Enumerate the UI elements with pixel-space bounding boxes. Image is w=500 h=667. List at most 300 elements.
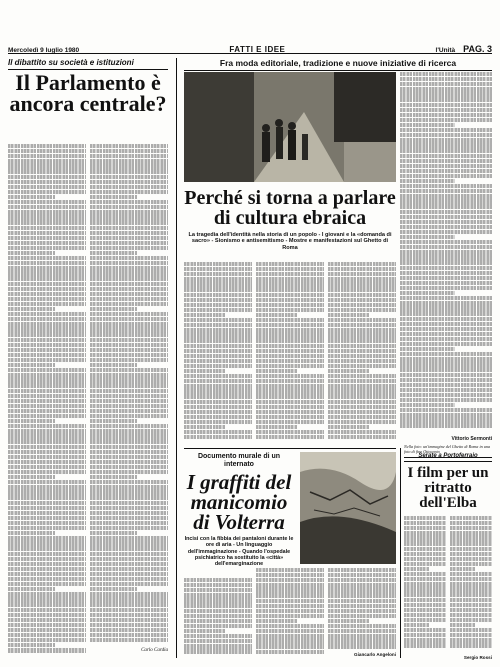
body-text-line [184,609,252,613]
body-text-line [328,578,396,582]
body-text-line [400,133,492,137]
body-text-line [328,389,396,393]
body-text-line [256,644,324,648]
body-text-line [90,226,168,230]
body-text-line [400,362,492,366]
body-text-line [184,639,252,643]
body-text-line [404,633,446,637]
body-text-line [400,296,492,300]
body-text-line [328,639,396,643]
body-text-line [90,236,168,240]
body-text-line [400,169,492,173]
body-text-line [328,364,396,368]
body-text-line [8,383,86,387]
body-text-line [256,588,324,592]
body-text-line [256,639,324,643]
body-text-line [400,317,492,321]
body-text-line [184,624,252,628]
body-text-line [328,604,396,608]
body-text-line [450,547,492,551]
body-text-line [90,602,168,606]
body-text-line [256,303,324,307]
body-text-line [8,587,55,591]
body-text-line [256,267,324,271]
body-text-line [8,378,86,382]
body-text-line [328,400,396,404]
body-text-line [8,200,86,204]
body-text-line [90,455,168,459]
film-headline: I film per un ritratto dell'Elba [407,465,489,511]
body-text-line [400,276,492,280]
body-text-line [8,276,86,280]
body-text-line [400,266,492,270]
body-text-line [404,603,446,607]
body-text-line [256,384,324,388]
body-text-line [90,383,168,387]
body-text-line [256,568,324,572]
body-text-line [400,189,492,193]
body-text-line [256,318,324,322]
body-text-line [8,506,86,510]
body-text-line [8,210,86,214]
body-text-line [328,333,396,337]
body-text-line [184,277,252,281]
body-text-line [8,608,86,612]
body-text-line [90,241,168,245]
body-text-line [328,405,396,409]
center-headline: Perché si torna a parlare di cultura ebraica [184,187,396,229]
body-text-line [256,333,324,337]
body-text-line [184,410,252,414]
body-text-line [400,148,492,152]
body-text-line [400,332,492,336]
body-text-line [328,308,396,312]
body-text-line [328,599,396,603]
center-photo-caption: Nella foto: un'immagine del Ghetto di Roma in una foto di fine Ottocento [404,444,492,458]
body-text-line [400,337,492,341]
body-text-line [328,369,369,373]
body-text-line [328,583,396,587]
body-text-line [90,348,168,352]
body-text-line [450,598,492,602]
body-text-line [90,164,168,168]
body-text-line [400,301,492,305]
body-text-line [256,389,324,393]
body-text-line [8,373,86,377]
body-text-line [328,410,396,414]
body-text-line [450,567,475,571]
body-text-line [256,415,324,419]
body-text-line [184,298,252,302]
body-text-line [8,439,86,443]
paper-name: l'Unità [435,47,456,54]
body-text-line [8,175,86,179]
body-text-line [90,434,168,438]
body-text-line [256,293,324,297]
body-text-line [328,634,396,638]
body-text-line [90,592,168,596]
body-text-line [184,323,252,327]
body-text-line [90,154,168,158]
bottom-body-col-2 [256,568,324,658]
body-text-line [256,599,324,603]
body-text-line [256,369,297,373]
body-text-line [450,613,492,617]
body-text-line [400,423,492,427]
body-text-line [450,628,492,632]
body-text-line [8,368,86,372]
film-byline: Sergio Rossi [463,655,492,660]
body-text-line [400,82,492,86]
body-text-line [404,541,446,545]
body-text-line [8,322,86,326]
body-text-line [400,393,492,397]
body-text-line [328,619,369,623]
body-text-line [90,608,168,612]
body-text-line [450,541,492,545]
body-text-line [8,302,86,306]
body-text-line [400,210,492,214]
body-text-line [256,430,324,434]
right-column-rule [400,448,401,658]
body-text-line [90,618,168,622]
body-text-line [90,465,168,469]
body-text-line [8,577,86,581]
body-text-line [400,138,492,142]
body-text-line [256,394,324,398]
body-text-line [8,450,86,454]
body-text-line [404,613,446,617]
body-text-line [8,236,86,240]
body-text-line [400,194,492,198]
body-text-line [450,572,492,576]
body-text-line [400,322,492,326]
body-text-line [184,313,225,317]
body-text-line [8,292,86,296]
body-text-line [8,399,86,403]
body-text-line [256,583,324,587]
body-text-line [8,261,86,265]
body-text-line [400,143,492,147]
body-text-line [8,282,86,286]
body-text-line [256,624,324,628]
body-text-line [90,282,168,286]
page-number: PAG. 3 [463,44,492,54]
body-text-line [90,577,168,581]
body-text-line [8,618,86,622]
body-text-line [400,398,492,402]
body-text-line [90,205,168,209]
body-text-line [8,271,86,275]
body-text-line [400,179,455,183]
body-text-line [184,598,252,602]
body-text-line [400,281,492,285]
body-text-line [328,344,396,348]
body-text-line [90,246,168,250]
body-text-line [8,409,86,413]
body-text-line [256,634,324,638]
left-body-col-2 [90,144,168,644]
body-text-line [90,531,137,535]
body-text-line [256,425,297,429]
body-text-line [256,338,324,342]
body-text-line [450,608,492,612]
bottom-deck: Incisi con la fibbia dei pantaloni durante le ore di aria - Un linguaggio dell'immaginazione - Quando l'ospedale psichiatrico ha sostituito la «città» dell'emarginazione [184,536,294,568]
body-text-line [400,260,492,264]
body-text-line [90,215,168,219]
body-text-line [184,614,252,618]
body-text-line [8,582,86,586]
body-text-line [404,562,446,566]
body-text-line [256,323,324,327]
body-text-line [8,332,86,336]
body-text-line [90,307,137,311]
body-text-line [400,342,492,346]
body-text-line [400,174,492,178]
body-text-line [8,465,86,469]
body-text-line [90,169,168,173]
body-text-line [8,480,86,484]
body-text-line [8,307,55,311]
body-text-line [184,578,252,582]
body-text-line [90,475,137,479]
body-text-line [8,552,86,556]
body-text-line [8,516,86,520]
body-text-line [8,358,86,362]
body-text-line [90,338,168,342]
body-text-line [8,220,86,224]
body-text-line [328,262,396,266]
body-text-line [90,404,168,408]
body-text-line [184,333,252,337]
body-text-line [450,521,492,525]
masthead-right [436,44,492,54]
body-text-line [328,384,396,388]
body-text-line [184,308,252,312]
body-text-line [450,516,492,520]
body-text-line [184,267,252,271]
body-text-line [400,373,492,377]
body-text-line [328,629,396,633]
body-text-line [184,369,225,373]
body-text-line [90,317,168,321]
body-text-line [90,546,168,550]
body-text-line [328,349,396,353]
body-text-line [8,429,86,433]
body-text-line [8,495,86,499]
body-text-line [8,404,86,408]
body-text-line [8,164,86,168]
body-text-line [90,378,168,382]
body-text-line [256,619,297,623]
body-text-line [90,231,168,235]
body-text-line [450,587,492,591]
body-text-line [8,215,86,219]
body-text-line [8,562,86,566]
body-text-line [404,587,446,591]
body-text-line [328,394,396,398]
center-side-col [400,72,492,432]
body-text-line [184,603,252,607]
body-text-line [90,190,168,194]
body-text-line [90,495,168,499]
body-text-line [8,190,86,194]
body-text-line [90,628,168,632]
body-text-line [90,195,137,199]
body-text-line [90,562,168,566]
body-text-line [256,578,324,582]
body-text-line [400,306,492,310]
body-text-line [400,418,492,422]
body-text-line [450,531,492,535]
body-text-line [400,123,455,127]
body-text-line [328,609,396,613]
body-text-line [400,128,492,132]
body-text-line [404,516,446,520]
body-text-line [8,205,86,209]
body-text-line [8,266,86,270]
body-text-line [450,633,492,637]
body-text-line [404,623,429,627]
bottom-rule [184,448,396,449]
body-text-line [404,572,446,576]
body-text-line [184,384,252,388]
body-text-line [400,220,492,224]
body-text-line [90,582,168,586]
body-text-line [90,266,168,270]
body-text-line [8,169,86,173]
body-text-line [450,562,492,566]
body-text-line [400,108,492,112]
body-text-line [90,322,168,326]
body-text-line [404,547,446,551]
body-text-line [328,293,396,297]
body-text-line [8,424,86,428]
body-text-line [184,583,252,587]
body-text-line [184,629,225,633]
body-text-line [328,298,396,302]
body-text-line [90,399,168,403]
body-text-line [8,241,86,245]
body-text-line [90,287,168,291]
body-text-line [256,435,324,439]
body-text-line [450,552,492,556]
body-text-line [328,359,396,363]
body-text-line [8,597,86,601]
body-text-line [184,588,252,592]
body-text-line [256,328,324,332]
center-kicker: Fra moda editoriale, tradizione e nuove iniziative di ricerca [184,58,492,71]
body-text-line [8,394,86,398]
body-text-line [256,379,324,383]
body-text-line [400,408,492,412]
body-text-line [184,303,252,307]
body-text-line [400,103,492,107]
body-text-line [328,272,396,276]
body-text-line [8,557,86,561]
body-text-line [256,604,324,608]
body-text-line [90,297,168,301]
body-text-line [256,313,297,317]
body-text-line [256,298,324,302]
body-text-line [8,226,86,230]
body-text-line [256,374,324,378]
body-text-line [404,567,429,571]
body-text-line [256,400,324,404]
body-text-line [184,400,252,404]
body-text-line [450,536,492,540]
body-text-line [400,154,492,158]
body-text-line [90,358,168,362]
body-text-line [184,405,252,409]
body-text-line [328,277,396,281]
body-text-line [400,352,492,356]
body-text-line [184,262,252,266]
body-text-line [256,277,324,281]
body-text-line [328,593,396,597]
body-text-line [450,623,475,627]
bottom-headline: I graffiti del manicomio di Volterra [186,470,292,534]
body-text-line [328,379,396,383]
body-text-line [328,644,396,648]
body-text-line [90,490,168,494]
body-text-line [400,367,492,371]
body-text-line [328,435,396,439]
body-text-line [400,347,455,351]
center-deck: La tragedia dell'identità nella storia di un popolo - I giovani e la «domanda di sacro» - Sionismo e antisemitismo - Mostre e manifestazioni sul Ghetto di Roma [188,232,392,251]
body-text-line [90,506,168,510]
body-text-line [400,291,455,295]
body-text-line [404,531,446,535]
body-text-line [184,649,252,653]
body-text-line [404,552,446,556]
body-text-line [90,368,168,372]
body-text-line [8,246,86,250]
body-text-line [256,609,324,613]
body-text-line [90,159,168,163]
body-text-line [8,389,86,393]
body-text-line [90,332,168,336]
body-text-line [184,272,252,276]
body-text-line [8,251,55,255]
body-text-line [450,603,492,607]
body-text-line [404,521,446,525]
body-text-line [184,644,252,648]
body-text-line [450,592,492,596]
body-text-line [90,251,137,255]
body-text-line [184,328,252,332]
body-text-line [404,536,446,540]
body-text-line [328,374,396,378]
body-text-line [328,588,396,592]
body-text-line [90,552,168,556]
body-text-line [450,643,492,647]
body-text-line [400,286,492,290]
body-text-line [8,312,86,316]
film-kicker: Serate a Portoferraio [404,453,492,462]
body-text-line [184,430,252,434]
body-text-line [400,240,492,244]
body-text-line [8,414,86,418]
body-text-line [400,164,492,168]
body-text-line [256,272,324,276]
body-text-line [90,613,168,617]
body-text-line [400,255,492,259]
body-text-line [184,389,252,393]
body-text-line [90,536,168,540]
film-body-col-1 [404,516,446,652]
body-text-line [400,311,492,315]
